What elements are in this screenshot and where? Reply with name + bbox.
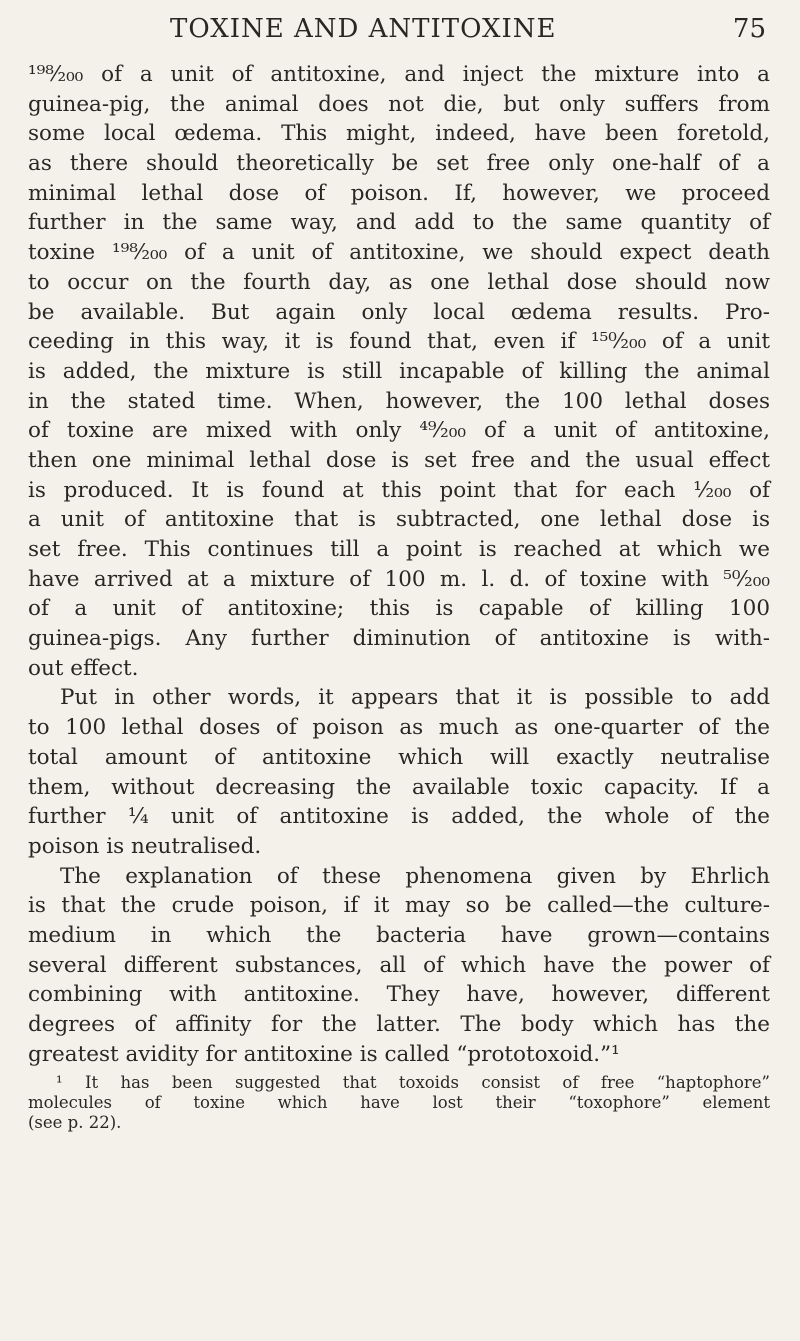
footnote-line: (see p. 22). bbox=[28, 1113, 122, 1132]
paragraph-end-line: greatest avidity for antitoxine is called “prototoxoid.”¹ bbox=[28, 1041, 620, 1067]
text-line: further in the same way, and add to the same quantity of bbox=[28, 210, 770, 236]
text-line: as there should theoretically be set free only one-half of a bbox=[28, 151, 770, 177]
text-line: a unit of antitoxine that is subtracted, one lethal dose is bbox=[28, 507, 770, 533]
text-line: then one minimal lethal dose is set free and the usual effect bbox=[28, 447, 770, 473]
text-line: minimal lethal dose of poison. If, however, we proceed bbox=[28, 180, 770, 206]
text-line: further ¼ unit of antitoxine is added, the whole of the bbox=[28, 804, 770, 830]
page-number: 75 bbox=[732, 14, 766, 44]
running-title: TOXINE AND ANTITOXINE bbox=[170, 14, 557, 44]
footnote bbox=[28, 1073, 770, 1133]
text-line: of a unit of antitoxine; this is capable of killing 100 bbox=[28, 596, 770, 622]
paragraph-end-line: poison is neutralised. bbox=[28, 833, 262, 859]
text-line: is added, the mixture is still incapable of killing the animal bbox=[28, 358, 770, 384]
text-line: of toxine are mixed with only ⁴⁹⁄₂₀₀ of a unit of antitoxine, bbox=[28, 418, 770, 444]
text-line: to 100 lethal doses of poison as much as one-quarter of the bbox=[28, 715, 770, 741]
text-line: medium in which the bacteria have grown—contains bbox=[28, 922, 770, 948]
text-line: combining with antitoxine. They have, however, different bbox=[28, 982, 770, 1008]
text-line: is that the crude poison, if it may so be called—the culture- bbox=[28, 893, 770, 919]
text-line: to occur on the fourth day, as one lethal dose should now bbox=[28, 269, 770, 295]
body-text bbox=[28, 60, 770, 1069]
footnote-line: ¹ It has been suggested that toxoids consist of free “haptophore” bbox=[56, 1073, 770, 1092]
footnote-line: molecules of toxine which have lost their “toxophore” element bbox=[28, 1093, 770, 1112]
text-line: ceeding in this way, it is found that, even if ¹⁵⁰⁄₂₀₀ of a unit bbox=[28, 329, 770, 355]
page-header bbox=[0, 14, 800, 54]
text-line: several different substances, all of which have the power of bbox=[28, 952, 770, 978]
text-line: total amount of antitoxine which will exactly neutralise bbox=[28, 744, 770, 770]
text-line: be available. But again only local œdema results. Pro- bbox=[28, 299, 770, 325]
text-line: set free. This continues till a point is reached at which we bbox=[28, 537, 770, 562]
text-line: ¹⁹⁸⁄₂₀₀ of a unit of antitoxine, and inject the mixture into a bbox=[28, 62, 770, 87]
text-line: is produced. It is found at this point that for each ¹⁄₂₀₀ of bbox=[28, 477, 770, 503]
text-line: in the stated time. When, however, the 100 lethal doses bbox=[28, 388, 770, 414]
text-line: toxine ¹⁹⁸⁄₂₀₀ of a unit of antitoxine, we should expect death bbox=[28, 240, 770, 266]
text-line: them, without decreasing the available toxic capacity. If a bbox=[28, 774, 770, 800]
text-line: some local œdema. This might, indeed, have been foretold, bbox=[28, 121, 770, 147]
paragraph-start-line: The explanation of these phenomena given by Ehrlich bbox=[60, 863, 770, 889]
paragraph-end-line: out effect. bbox=[28, 655, 139, 681]
text-line: guinea-pig, the animal does not die, but only suffers from bbox=[28, 91, 770, 117]
text-line: have arrived at a mixture of 100 m. l. d. of toxine with ⁵⁰⁄₂₀₀ bbox=[28, 566, 770, 592]
text-line: degrees of affinity for the latter. The body which has the bbox=[28, 1012, 770, 1037]
paragraph-start-line: Put in other words, it appears that it is possible to add bbox=[60, 685, 770, 711]
text-line: guinea-pigs. Any further diminution of antitoxine is with- bbox=[28, 626, 770, 652]
